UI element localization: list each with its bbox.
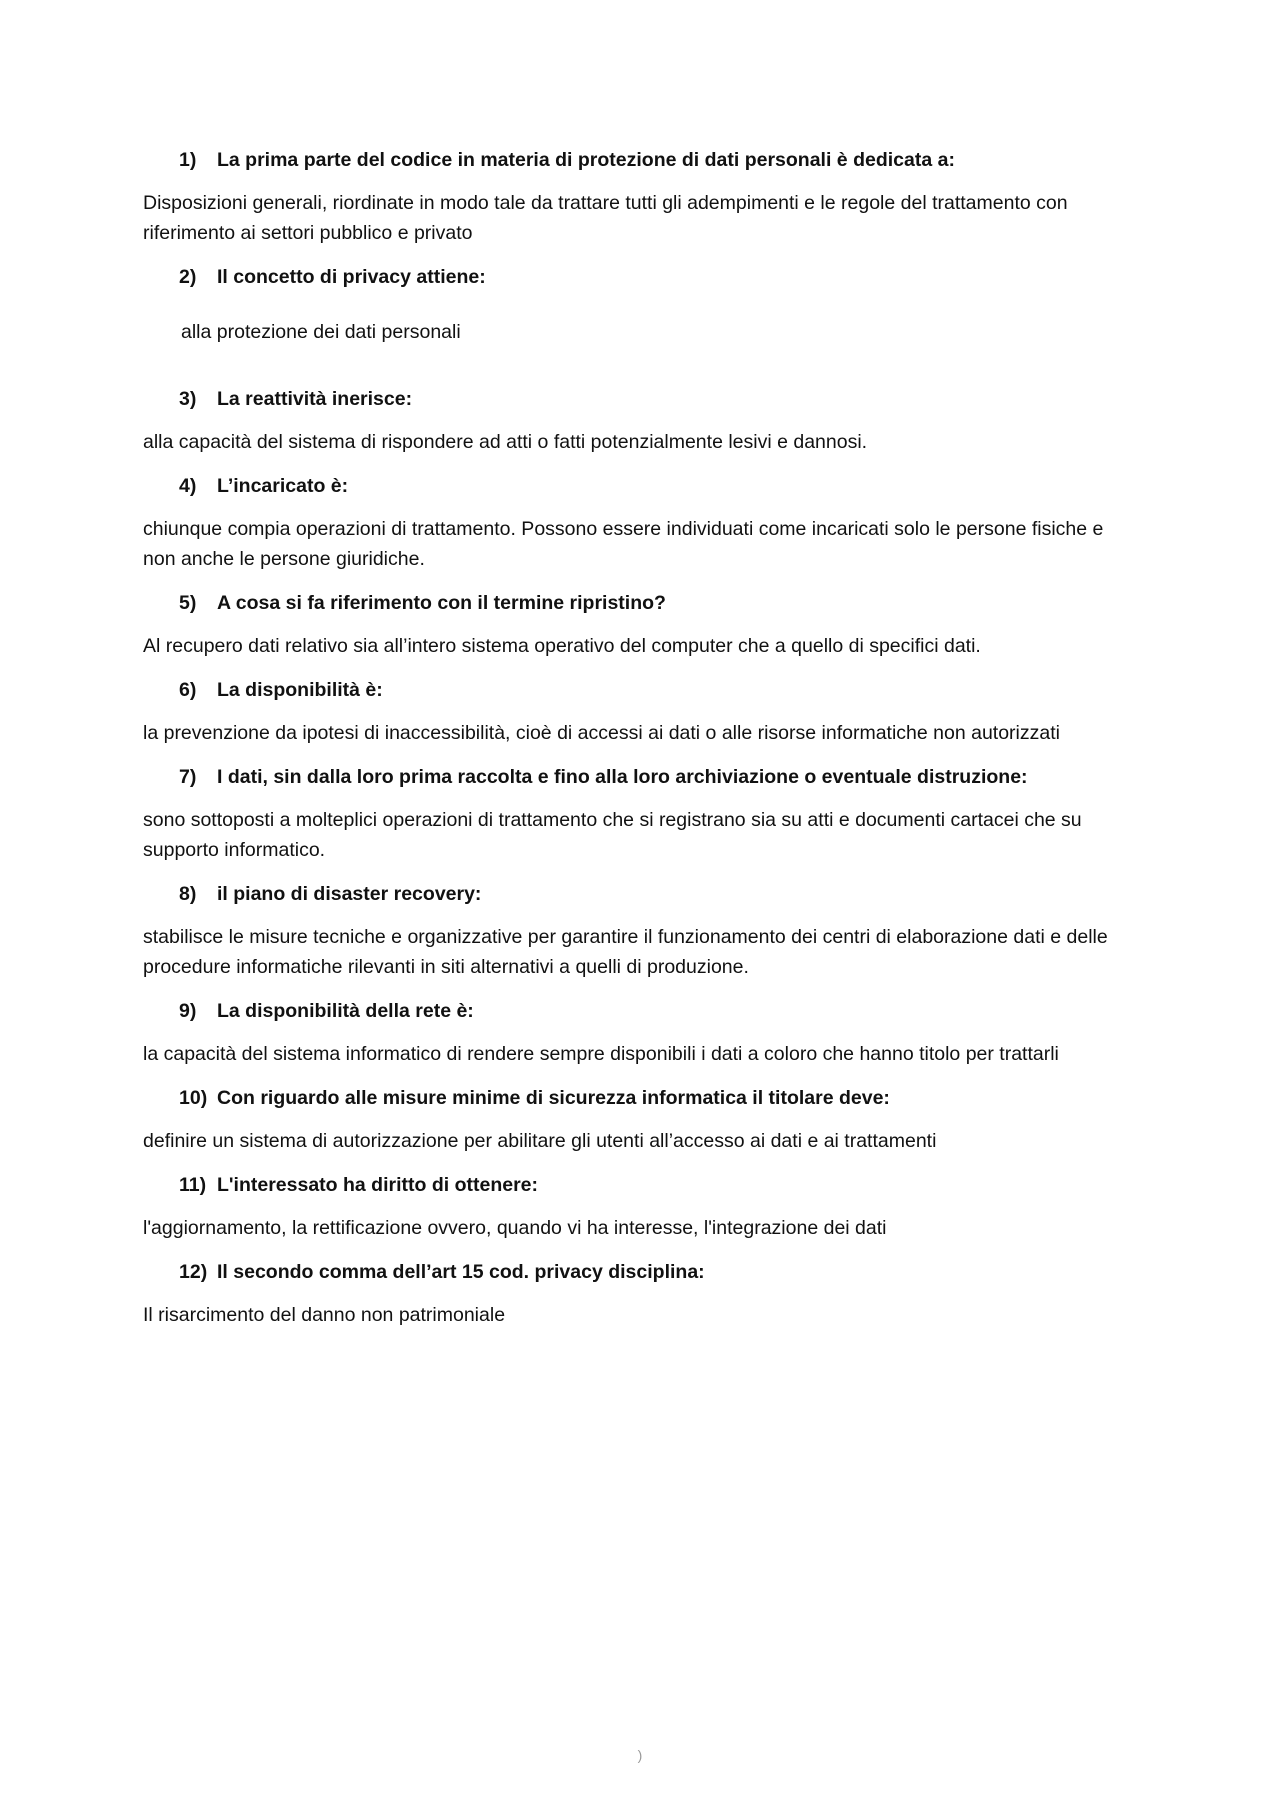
question-text: I dati, sin dalla loro prima raccolta e fino alla loro archiviazione o eventuale distruzione: [217, 766, 1028, 788]
answer-4: chiunque compia operazioni di trattamento. Possono essere individuati come incaricati solo le persone fisiche e non anche le persone giuridiche. [143, 518, 1104, 570]
question-number: 10) [179, 1087, 208, 1109]
answer-7: sono sottoposti a molteplici operazioni di trattamento che si registrano sia su atti e documenti cartacei che su supporto informatico. [143, 809, 1082, 861]
question-number: 4) [179, 475, 197, 497]
question-text: L'interessato ha diritto di ottenere: [217, 1174, 539, 1196]
question-number: 8) [179, 883, 197, 905]
question-8 [179, 880, 1143, 908]
answer-3: alla capacità del sistema di rispondere ad atti o fatti potenzialmente lesivi e dannosi. [143, 431, 868, 453]
question-text: La reattività inerisce: [217, 388, 413, 410]
answer-5: Al recupero dati relativo sia all’intero sistema operativo del computer che a quello di specifici dati. [143, 635, 981, 657]
question-number: 9) [179, 1000, 197, 1022]
question-number: 7) [179, 766, 197, 788]
question-text: La disponibilità della rete è: [217, 1000, 474, 1022]
question-text: Il secondo comma dell’art 15 cod. privacy disciplina: [217, 1261, 705, 1283]
question-5 [179, 589, 1143, 617]
question-number: 3) [179, 388, 197, 410]
question-11 [179, 1171, 1143, 1199]
question-number: 2) [179, 266, 197, 288]
question-number: 12) [179, 1261, 208, 1283]
question-3 [179, 385, 1143, 413]
answer-6: la prevenzione da ipotesi di inaccessibilità, cioè di accessi ai dati o alle risorse informatiche non autorizzati [143, 722, 1060, 744]
question-7 [179, 763, 1143, 791]
answer-10: definire un sistema di autorizzazione per abilitare gli utenti all’accesso ai dati e ai trattamenti [143, 1130, 937, 1152]
question-text: Con riguardo alle misure minime di sicurezza informatica il titolare deve: [217, 1087, 890, 1109]
qa-list [143, 146, 1143, 1345]
question-text: A cosa si fa riferimento con il termine ripristino? [217, 592, 666, 614]
page-number: ) [637, 1747, 643, 1763]
question-number: 6) [179, 679, 197, 701]
question-number: 5) [179, 592, 197, 614]
question-1 [179, 146, 1143, 174]
question-9 [179, 997, 1143, 1025]
question-text: La prima parte del codice in materia di protezione di dati personali è dedicata a: [217, 149, 955, 171]
answer-1: Disposizioni generali, riordinate in modo tale da trattare tutti gli adempimenti e le regole del trattamento con riferimento ai settori pubblico e privato [143, 192, 1068, 244]
question-12 [179, 1258, 1143, 1286]
question-6 [179, 676, 1143, 704]
answer-8: stabilisce le misure tecniche e organizzative per garantire il funzionamento dei centri di elaborazione dati e delle procedure informatiche rilevanti in siti alternativi a quelli di produzione. [143, 926, 1108, 978]
question-number: 1) [179, 149, 197, 171]
question-number: 11) [179, 1174, 207, 1196]
question-4 [179, 472, 1143, 500]
question-2 [179, 263, 1143, 291]
question-text: L’incaricato è: [217, 475, 349, 497]
answer-9: la capacità del sistema informatico di rendere sempre disponibili i dati a coloro che hanno titolo per trattarli [143, 1043, 1059, 1065]
question-text: il piano di disaster recovery: [217, 883, 482, 905]
question-text: La disponibilità è: [217, 679, 383, 701]
answer-11: l'aggiornamento, la rettificazione ovvero, quando vi ha interesse, l'integrazione dei dati [143, 1217, 887, 1239]
question-text: Il concetto di privacy attiene: [217, 266, 486, 288]
question-10 [179, 1084, 1143, 1112]
answer-12: Il risarcimento del danno non patrimoniale [143, 1304, 506, 1326]
answer-2: alla protezione dei dati personali [181, 321, 461, 343]
